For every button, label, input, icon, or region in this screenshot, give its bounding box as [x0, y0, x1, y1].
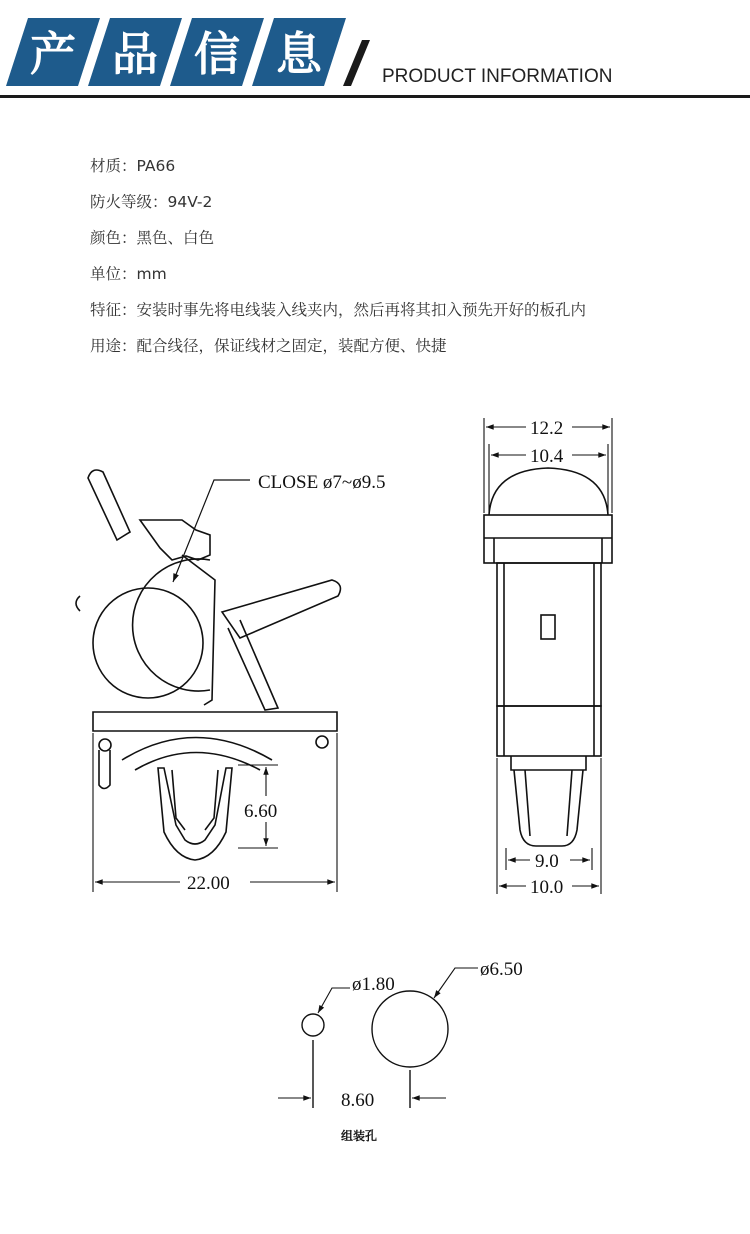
latch-teeth: [140, 520, 210, 560]
fork: [158, 768, 232, 860]
title-char-3: 信: [194, 27, 240, 81]
base-plate: [93, 712, 337, 731]
front-bottom-outer-label: 10.0: [530, 877, 564, 898]
front-step: [511, 756, 586, 770]
front-top-inner-label: 10.4: [530, 446, 564, 467]
ring-inner: [93, 588, 203, 698]
base-bump-right: [316, 736, 328, 748]
dim-front-bottom: [497, 758, 601, 894]
upper-arm: [88, 470, 130, 540]
ring-outer: [133, 559, 210, 691]
hole-spacing-label: 8.60: [341, 1090, 375, 1111]
close-leader: [173, 480, 250, 582]
fork-inner-left: [172, 770, 185, 830]
slot: [541, 615, 555, 639]
title-char-2: 品: [112, 27, 158, 81]
close-label: CLOSE ø7~ø9.5: [258, 472, 386, 493]
mounting-holes: [302, 991, 448, 1108]
hole-caption: 组装孔: [341, 1129, 378, 1143]
small-hole-leader: [318, 988, 350, 1013]
spec-material: 材质：PA66: [90, 157, 176, 175]
spec-usage: 用途：配合线径，保证线材之固定，装配方便、快捷: [90, 337, 447, 355]
neck: [497, 706, 601, 756]
left-post: [99, 750, 110, 789]
spec-fire-rating: 防火等级：94V-2: [90, 193, 213, 211]
right-arm: [222, 580, 340, 638]
small-hole-label: ø1.80: [352, 974, 395, 995]
header-subtitle: PRODUCT INFORMATION: [382, 66, 613, 87]
title-char-4: 息: [276, 27, 322, 81]
cap-band: [484, 515, 612, 563]
base-bump-left: [99, 739, 111, 751]
front-fork: [514, 770, 583, 846]
dome: [489, 468, 608, 515]
side-view: [76, 470, 340, 860]
large-hole: [372, 991, 448, 1067]
title-char-1: 产: [30, 27, 76, 81]
spec-unit: 单位：mm: [90, 265, 167, 283]
front-bottom-inner-label: 9.0: [535, 851, 559, 872]
spec-feature: 特征：安装时事先将电线装入线夹内，然后再将其扣入预先开好的板孔内: [90, 301, 587, 319]
front-top-outer-label: 12.2: [530, 418, 564, 439]
side-height-label: 6.60: [244, 801, 278, 822]
front-view: [484, 468, 612, 846]
side-width-label: 22.00: [187, 873, 230, 894]
left-knob: [76, 596, 80, 611]
spec-color: 颜色：黑色、白色: [90, 229, 215, 247]
large-hole-leader: [434, 968, 478, 998]
large-hole-label: ø6.50: [480, 959, 523, 980]
wing-arc-inner: [135, 753, 260, 771]
body: [497, 563, 601, 706]
small-hole: [302, 1014, 324, 1036]
right-strut: [228, 620, 278, 710]
wing-arc-outer: [122, 738, 272, 761]
